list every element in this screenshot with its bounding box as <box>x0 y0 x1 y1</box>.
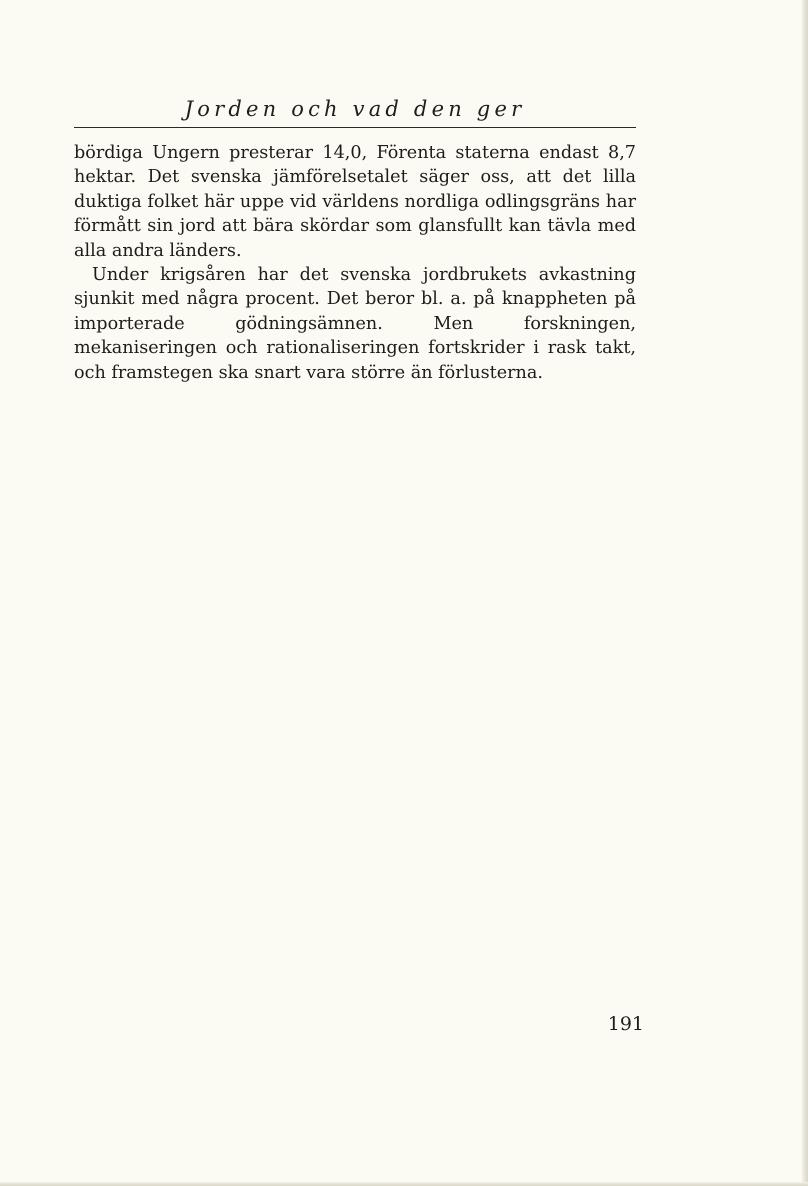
running-head: Jorden och vad den ger <box>184 97 526 121</box>
page-edge-bottom <box>0 1182 808 1186</box>
header-rule <box>74 127 636 128</box>
paragraph: Under krigsåren har det svenska jordbrukets avkastning sjunkit med några procent. Det beror bl. a. på knappheten på importerade gödningsämnen. Men forskningen, mekaniseringen och rationaliseringen fortskrider i rask takt, och framstegen ska snart vara större än förlusterna. <box>74 265 636 383</box>
page-number: 191 <box>607 1013 644 1035</box>
paragraph: bördiga Ungern presterar 14,0, Förenta staterna endast 8,7 hektar. Det svenska jämförelsetalet säger oss, att det lilla duktiga folket här uppe vid världens nordliga odlingsgräns har förmått sin jord att bära skördar som glansfullt kan tävla med alla andra länders. <box>74 143 636 261</box>
body-text <box>74 141 636 385</box>
page-edge <box>802 0 808 1186</box>
